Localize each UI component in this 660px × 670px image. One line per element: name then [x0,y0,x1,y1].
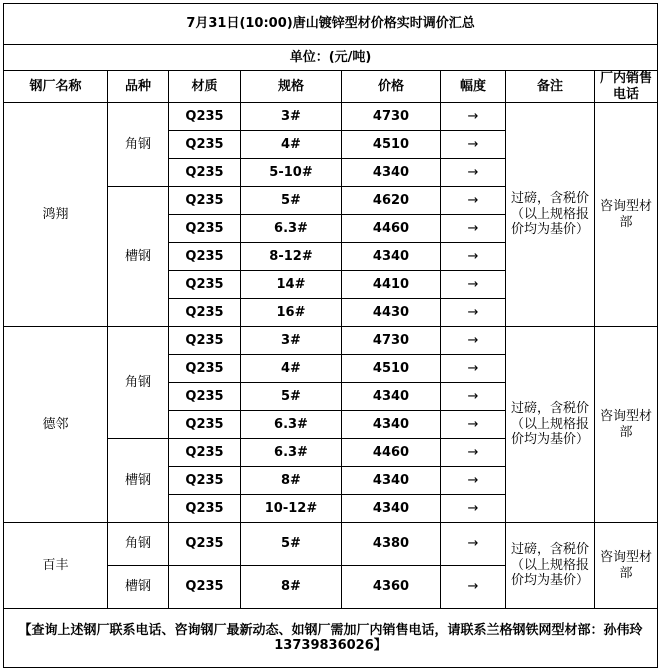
change-arrow-icon: → [441,327,506,355]
material-cell: Q235 [169,495,241,523]
mill-name: 百丰 [4,523,108,609]
change-arrow-icon: → [441,355,506,383]
price-cell: 4410 [342,271,441,299]
material-cell: Q235 [169,299,241,327]
sales-contact-cell: 咨询型材部 [595,103,658,327]
change-arrow-icon: → [441,383,506,411]
mill-name: 鸿翔 [4,103,108,327]
change-arrow-icon: → [441,439,506,467]
header-material: 材质 [169,71,241,103]
change-arrow-icon: → [441,523,506,566]
header-change: 幅度 [441,71,506,103]
variety-name: 槽钢 [108,439,169,523]
spec-cell: 4# [241,131,342,159]
header-variety: 品种 [108,71,169,103]
price-cell: 4340 [342,383,441,411]
remark-cell: 过磅，含税价（以上规格报价均为基价） [506,523,595,609]
variety-name: 角钢 [108,523,169,566]
material-cell: Q235 [169,355,241,383]
change-arrow-icon: → [441,159,506,187]
material-cell: Q235 [169,566,241,609]
price-cell: 4340 [342,159,441,187]
price-cell: 4340 [342,495,441,523]
material-cell: Q235 [169,327,241,355]
material-cell: Q235 [169,159,241,187]
material-cell: Q235 [169,439,241,467]
material-cell: Q235 [169,383,241,411]
spec-cell: 5# [241,187,342,215]
unit-row [4,45,658,71]
material-cell: Q235 [169,411,241,439]
spec-cell: 3# [241,327,342,355]
header-price: 价格 [342,71,441,103]
footer-contact-note: 【查询上述钢厂联系电话、咨询钢厂最新动态、如钢厂需加厂内销售电话，请联系兰格钢铁网型材部：孙伟玲13739836026】 [4,609,658,668]
price-cell: 4460 [342,439,441,467]
price-cell: 4340 [342,243,441,271]
material-cell: Q235 [169,523,241,566]
material-cell: Q235 [169,103,241,131]
header-note: 备注 [506,71,595,103]
price-table-container [3,3,657,668]
title-row [4,4,658,45]
price-cell: 4360 [342,566,441,609]
spec-cell: 14# [241,271,342,299]
change-arrow-icon: → [441,187,506,215]
spec-cell: 5-10# [241,159,342,187]
price-cell: 4380 [342,523,441,566]
spec-cell: 8# [241,467,342,495]
change-arrow-icon: → [441,271,506,299]
material-cell: Q235 [169,271,241,299]
spec-cell: 5# [241,523,342,566]
change-arrow-icon: → [441,215,506,243]
variety-name: 槽钢 [108,187,169,327]
remark-cell: 过磅，含税价（以上规格报价均为基价） [506,103,595,327]
spec-cell: 16# [241,299,342,327]
change-arrow-icon: → [441,243,506,271]
material-cell: Q235 [169,243,241,271]
spec-cell: 8# [241,566,342,609]
change-arrow-icon: → [441,103,506,131]
remark-cell: 过磅，含税价（以上规格报价均为基价） [506,327,595,523]
header-mill: 钢厂名称 [4,71,108,103]
spec-cell: 6.3# [241,411,342,439]
change-arrow-icon: → [441,131,506,159]
header-row [4,71,658,103]
variety-name: 槽钢 [108,566,169,609]
price-cell: 4620 [342,187,441,215]
variety-name: 角钢 [108,327,169,439]
spec-cell: 4# [241,355,342,383]
variety-name: 角钢 [108,103,169,187]
spec-cell: 6.3# [241,215,342,243]
price-cell: 4730 [342,327,441,355]
sales-contact-cell: 咨询型材部 [595,523,658,609]
change-arrow-icon: → [441,566,506,609]
table-title: 7月31日(10:00)唐山镀锌型材价格实时调价汇总 [4,4,658,45]
sales-contact-cell: 咨询型材部 [595,327,658,523]
table-body [4,4,658,668]
spec-cell: 5# [241,383,342,411]
material-cell: Q235 [169,215,241,243]
material-cell: Q235 [169,187,241,215]
change-arrow-icon: → [441,495,506,523]
spec-cell: 6.3# [241,439,342,467]
header-contact: 厂内销售电话 [595,71,658,103]
price-cell: 4460 [342,215,441,243]
mill-name: 德邻 [4,327,108,523]
material-cell: Q235 [169,467,241,495]
spec-cell: 10-12# [241,495,342,523]
spec-cell: 3# [241,103,342,131]
table-row [4,103,658,131]
unit-label: 单位：(元/吨) [4,45,658,71]
price-cell: 4430 [342,299,441,327]
price-table [3,3,658,668]
header-spec: 规格 [241,71,342,103]
price-cell: 4510 [342,131,441,159]
price-cell: 4510 [342,355,441,383]
table-row [4,327,658,355]
footer-row [4,609,658,668]
price-cell: 4730 [342,103,441,131]
change-arrow-icon: → [441,411,506,439]
change-arrow-icon: → [441,299,506,327]
change-arrow-icon: → [441,467,506,495]
spec-cell: 8-12# [241,243,342,271]
material-cell: Q235 [169,131,241,159]
price-cell: 4340 [342,411,441,439]
price-cell: 4340 [342,467,441,495]
table-row [4,523,658,566]
